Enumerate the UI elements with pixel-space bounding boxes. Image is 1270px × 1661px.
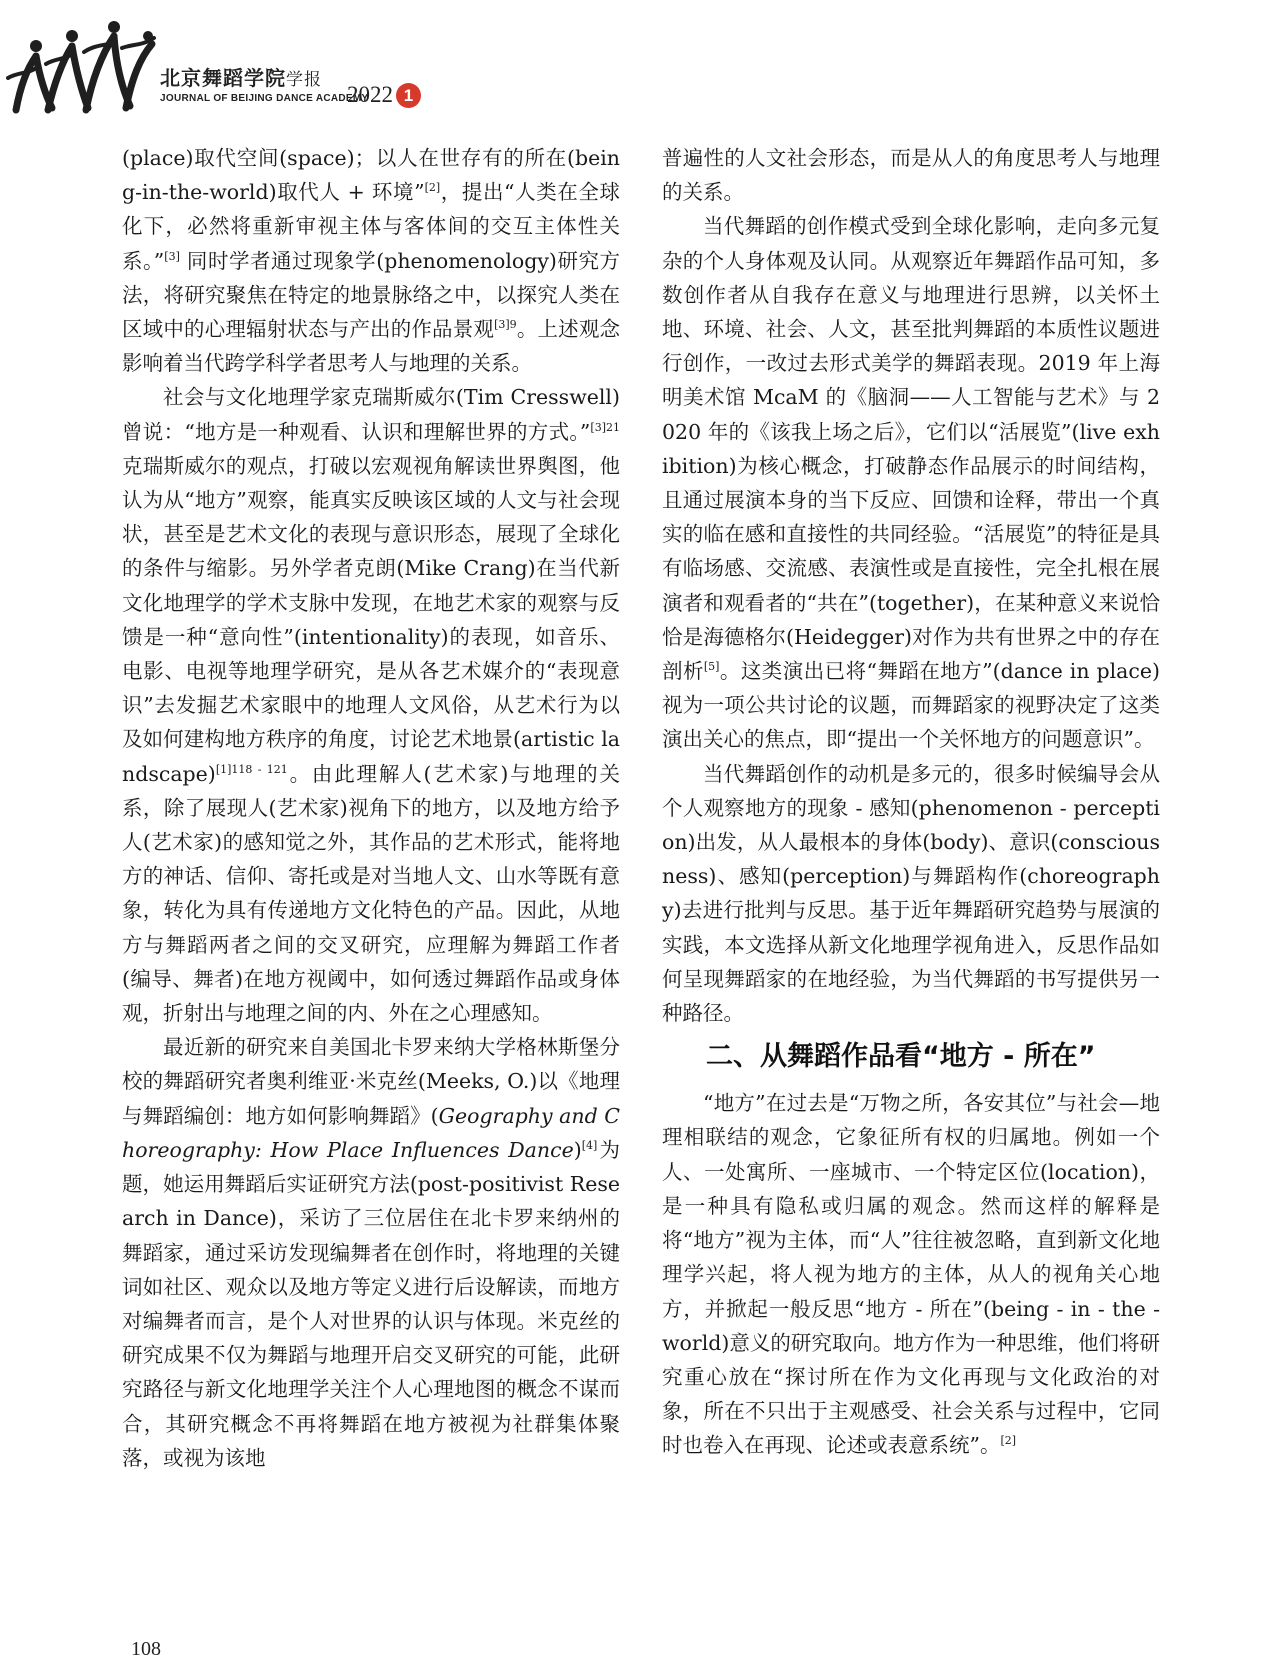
paragraph: 最近新的研究来自美国北卡罗来纳大学格林斯堡分校的舞蹈研究者奥利维亚·米克丝(Meeks, O.)以《地理与舞蹈编创：地方如何影响舞蹈》(Geography and Choreography: How Place Influences Dance)[4]为题，她运用舞蹈后实证研究方法(post-positivist Research in Dance)，采访了三位居住在北卡罗来纳州的舞蹈家，通过采访发现编舞者在创作时，将地理的关键词如社区、观众以及地方等定义进行后设解读，而地方对编舞者而言，是个人对世界的认识与体现。米克丝的研究成果不仅为舞蹈与地理开启交叉研究的可能，此研究路径与新文化地理学关注个人心理地图的概念不谋而合，其研究概念不再将舞蹈在地方被视为社群集体聚落，或视为该地 xyxy=(122,1035,620,1470)
journal-year: 2022 xyxy=(347,82,393,107)
section-heading: 二、从舞蹈作品看“地方 - 所在” xyxy=(706,1041,1096,1073)
journal-name-suffix: 学报 xyxy=(286,70,322,90)
paragraph: 普遍性的人文社会形态，而是从人的角度思考人与地理的关系。 xyxy=(662,146,1160,205)
journal-title-en: JOURNAL OF BEIJING DANCE ACADEMY xyxy=(160,93,369,104)
citation: [2] xyxy=(424,181,441,195)
paragraph: “地方”在过去是“万物之所，各安其位”与社会—地理相联结的观念，它象征所有权的归属地。例如一个人、一处寓所、一座城市、一个特定区位(location)，是一种具有隐私或归属的观念。然而这样的解释是将“地方”视为主体，而“人”往往被忽略，直到新文化地理学兴起，将人视为地方的主体，从人的视角关心地方，并掀起一般反思“地方 - 所在”(being - in - the - world)意义的研究取向。地方作为一种思维，他们将研究重心放在“探讨所在作为文化再现与文化政治的对象，所在不只出于主观感受、社会关系与过程中，它同时也卷入在再现、论述或表意系统”。[2] xyxy=(662,1091,1160,1458)
journal-name: 北京舞蹈学院 xyxy=(160,66,286,90)
citation: [1]118 - 121 xyxy=(215,762,288,776)
citation: [2] xyxy=(1000,1434,1017,1448)
citation: [3]9 xyxy=(494,318,517,332)
paragraph: 当代舞蹈的创作模式受到全球化影响，走向多元复杂的个人身体观及认同。从观察近年舞蹈作品可知，多数创作者从自我存在意义与地理进行思辨，以关怀土地、环境、社会、人文，甚至批判舞蹈的本质性议题进行创作，一改过去形式美学的舞蹈表现。2019 年上海明美术馆 McaM 的《脑洞——人工智能与艺术》与 2020 年的《该我上场之后》，它们以“活展览”(live exhibition)为核心概念，打破静态作品展示的时间结构，且通过展演本身的当下反应、回馈和诠释，带出一个真实的临在感和直接性的共同经验。“活展览”的特征是具有临场感、交流感、表演性或是直接性，完全扎根在展演者和观看者的“共在”(together)，在某种意义来说恰恰是海德格尔(Heidegger)对作为共有世界之中的存在剖析[5]。这类演出已将“舞蹈在地方”(dance in place)视为一项公共讨论的议题，而舞蹈家的视野决定了这类演出关心的焦点，即“提出一个关怀地方的问题意识”。 xyxy=(662,214,1160,752)
citation: [4] xyxy=(581,1139,598,1153)
journal-title-cn xyxy=(160,62,322,91)
citation: [5] xyxy=(703,660,720,674)
left-column xyxy=(122,141,620,1475)
paragraph: 社会与文化地理学家克瑞斯威尔(Tim Cresswell)曾说：“地方是一种观看、认识和理解世界的方式。”$^{[3]21}$克瑞斯威尔的观点，打破以宏观视角解读世界舆图，他认为从“地方”观察，能真实反映该区域的人文与社会现状，甚至是艺术文化的表现与意识形态，展现了全球化的条件与缩影。另外学者克朗(Mike Crang)在当代新文化地理学的学术支脉中发现，在地艺术家的观察与反馈是一种“意向性”(intentionality)的表现，如音乐、电影、电视等地理学研究，是从各艺术媒介的“表现意识”去发掘艺术家眼中的地理人文风俗，从艺术行为以及如何建构地方秩序的角度，讨论艺术地景(artistic landscape)$^{[1]118 - 121}$。由此理解人(艺术家)与地理的关系，除了展现人(艺术家)视角下的地方，以及地方给予人(艺术家)的感知觉之外，其作品的艺术形式，能将地方的神话、信仰、寄托或是对当地人文、山水等既有意象，转化为具有传递地方文化特色的产品。因此，从地方与舞蹈两者之间的交叉研究，应理解为舞蹈工作者(编导、舞者)在地方视阈中，如何透过舞蹈作品或身体观，折射出与地理之间的内、外在之心理感知。 xyxy=(122,385,620,1026)
journal-header xyxy=(0,0,1270,130)
paragraph: (place)取代空间(space)；以人在世存有的所在(being-in-the-world)取代人 + 环境”[2]，提出“人类在全球化下，必然将重新审视主体与客体间的交互主体性关系。”[3] 同时学者通过现象学(phenomenology)研究方法，将研究聚焦在特定的地景脉络之中，以探究人类在区域中的心理辐射状态与产出的作品景观$^{[3]9}$。上述观念影响着当代跨学科学者思考人与地理的关系。 xyxy=(122,146,621,376)
citation: [3]21 xyxy=(590,420,620,434)
right-column xyxy=(662,141,1160,1463)
dancers-logo-icon xyxy=(6,18,156,118)
book-title-en: Geography and Choreography: How Place Influences Dance xyxy=(122,1103,620,1162)
citation: [3] xyxy=(164,249,180,263)
page-number: 108 xyxy=(131,1638,161,1660)
paragraph: 当代舞蹈创作的动机是多元的，很多时候编导会从个人观察地方的现象 - 感知(phenomenon - perception)出发，从人最根本的身体(body)、意识(consciousness)、感知(perception)与舞蹈构作(choreography)去进行批判与反思。基于近年舞蹈研究趋势与展演的实践，本文选择从新文化地理学视角进入，反思作品如何呈现舞蹈家的在地经验，为当代舞蹈的书写提供另一种路径。 xyxy=(662,761,1160,1026)
journal-issue-badge: 1 xyxy=(396,83,421,108)
